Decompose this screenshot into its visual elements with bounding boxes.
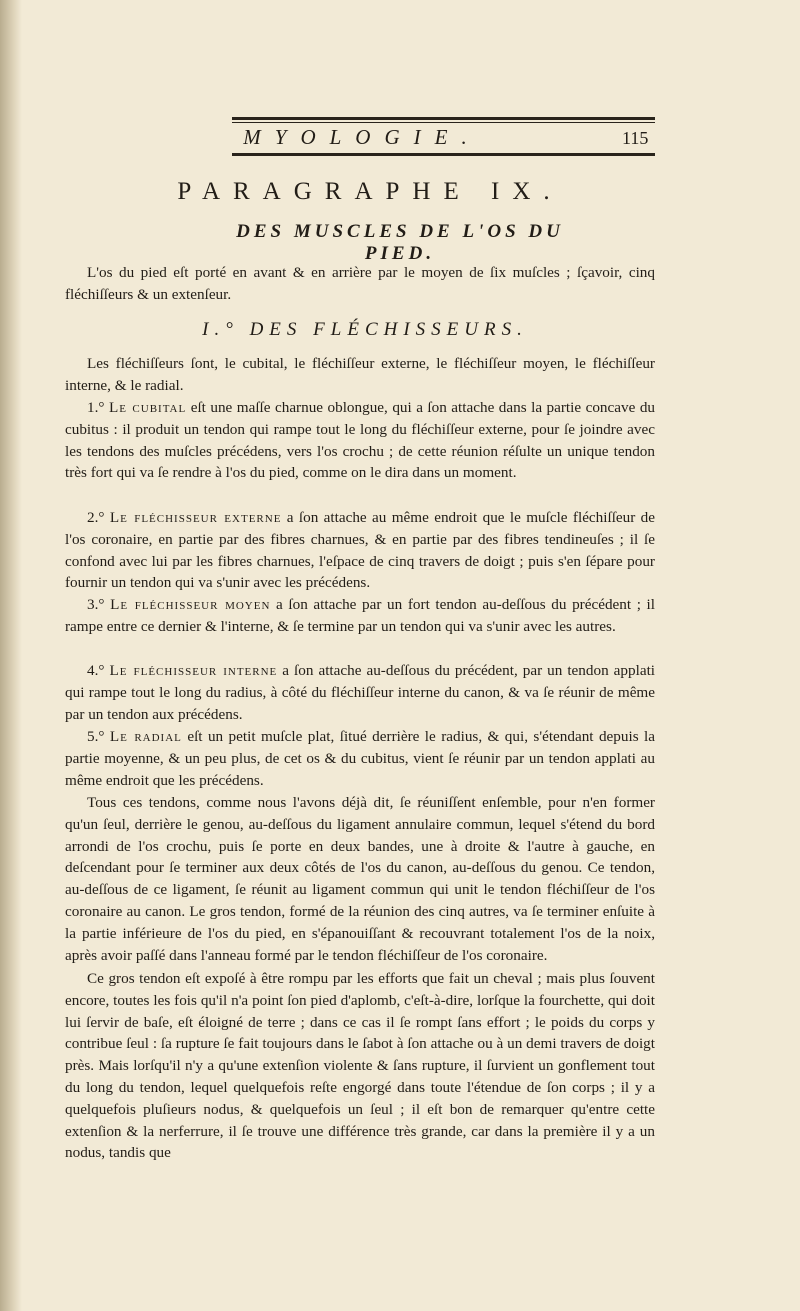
muscle-name: Le fléchisseur interne bbox=[109, 662, 278, 679]
muscle-name: Le radial bbox=[109, 728, 182, 745]
muscle-name: Le cubital bbox=[108, 399, 187, 416]
page-number: 115 bbox=[622, 128, 649, 148]
muscle-item bbox=[65, 507, 655, 594]
muscle-item bbox=[65, 726, 655, 791]
item-number: 5.° bbox=[87, 728, 105, 745]
item-number: 4.° bbox=[87, 662, 105, 679]
muscle-item bbox=[65, 397, 655, 484]
item-text: eſt une maſſe charnue oblongue, qui a ſon attache dans la partie concave du cubitus : il produit un tendon qui rampe tout le long du fléchiſſeur externe, pour ſe joindre avec les tendons des muſcles précédens, vers l'os crochu ; de cette réunion réſulte un unique tendon très fort qui va ſe rendre à l'os du pied, comme on le dira dans un moment. bbox=[65, 399, 656, 482]
item-number: 3.° bbox=[87, 596, 105, 613]
intro-paragraph: L'os du pied eſt porté en avant & en arrière par le moyen de ſix muſcles ; ſçavoir, cinq fléchiſſeurs & un extenſeur. bbox=[65, 264, 655, 303]
item-number: 1.° bbox=[87, 399, 105, 416]
header-rule-bottom bbox=[232, 153, 655, 156]
muscle-item bbox=[65, 594, 655, 638]
rupture-paragraph: Ce gros tendon eſt expoſé à être rompu par les efforts que fait un cheval ; mais plus ſouvent encore, toutes les fois qu'il n'a point ſon pied d'aplomb, c'eſt-à-dire, lorſque la fourchette, qui doit lui ſervir de baſe, eſt éloigné de terre ; dans ce cas il ſe rompt ſans effort ; le poids du corps y contribue ſeul : ſa rupture ſe fait toujours dans le ſabot à ſon attache ou à un demi travers de doigt près. Mais lorſqu'il n'y a qu'une extenſion violente & ſans rupture, il ſurvient un gonflement tout du long du tendon, lequel quelquefois reſte engorgé dans toute l'étendue de ſon corps ; il y a quelquefois pluſieurs nodus, & quelquefois un ſeul ; il eſt bon de remarquer qu'entre cette extenſion & la nerferrure, il ſe trouve une différence très grande, car dans la première il y a un nodus, tandis que bbox=[65, 970, 655, 1162]
section-title: DES MUSCLES DE L'OS DU PIED. bbox=[236, 221, 564, 264]
subsection-title: I.° DES FLÉCHISSEURS. bbox=[202, 319, 528, 340]
header-rule-top bbox=[232, 117, 655, 120]
muscle-item bbox=[65, 660, 655, 725]
header-rule-top-thin bbox=[232, 122, 655, 123]
flechisseurs-intro: Les fléchiſſeurs ſont, le cubital, le fléchiſſeur externe, le fléchiſſeur moyen, le fléchiſſeur interne, & le radial. bbox=[65, 355, 655, 394]
muscle-name: Le fléchisseur externe bbox=[109, 509, 282, 526]
tendons-paragraph: Tous ces tendons, comme nous l'avons déjà dit, ſe réuniſſent enſemble, pour n'en former qu'un ſeul, derrière le genou, au-deſſous du ligament annulaire commun, lequel s'étend du bord arrondi de l'os crochu, puis ſe porte en deux bandes, une à droite & l'autre à gauche, en deſcendant pour ſe terminer aux deux côtés de l'os du canon, au-deſſous du genou. Ce tendon, au-deſſous de ce ligament, ſe réunit au ligament commun qui unit le tendon fléchiſſeur de l'os coronaire au canon. Le gros tendon, formé de la réunion des cinq autres, va ſe terminer enſuite à la partie inférieure de l'os du pied, en s'épanouiſſant & recouvrant totalement l'os de la noix, après avoir paſſé dans l'anneau formé par le tendon fléchiſſeur de l'os coronaire. bbox=[65, 794, 655, 964]
item-number: 2.° bbox=[87, 509, 105, 526]
muscle-name: Le fléchisseur moyen bbox=[110, 596, 271, 613]
item-text: eſt un petit muſcle plat, ſitué derrière le radius, & qui, s'étendant depuis la partie moyenne, & un peu plus, de cet os & du cubitus, vient ſe réunir par un tendon applati au même endroit que les précédens. bbox=[65, 728, 655, 789]
item-text: a ſon attache au même endroit que le muſcle fléchiſſeur de l'os coronaire, en partie par des fibres charnues, & en partie par des fibres tendineuſes ; il ſe confond avec lui par les fibres charnues, l'eſpace de cinq travers de doigt ; puis s'en ſépare pour fournir un tendon qui va s'unir avec les précédens. bbox=[65, 509, 656, 592]
item-text: a ſon attache par un fort tendon au-deſſous du précédent ; il rampe entre ce dernier & l'interne, & ſe termine par un tendon qui va s'unir avec les autres. bbox=[65, 596, 655, 635]
running-title: MYOLOGIE. bbox=[243, 125, 481, 149]
item-text: a ſon attache au-deſſous du précédent, par un tendon applati qui rampe tout le long du radius, à côté du fléchiſſeur interne du canon, & va ſe réunir de même par un tendon aux précédens. bbox=[65, 662, 656, 723]
paragraph-title: PARAGRAPHE IX. bbox=[177, 178, 563, 205]
